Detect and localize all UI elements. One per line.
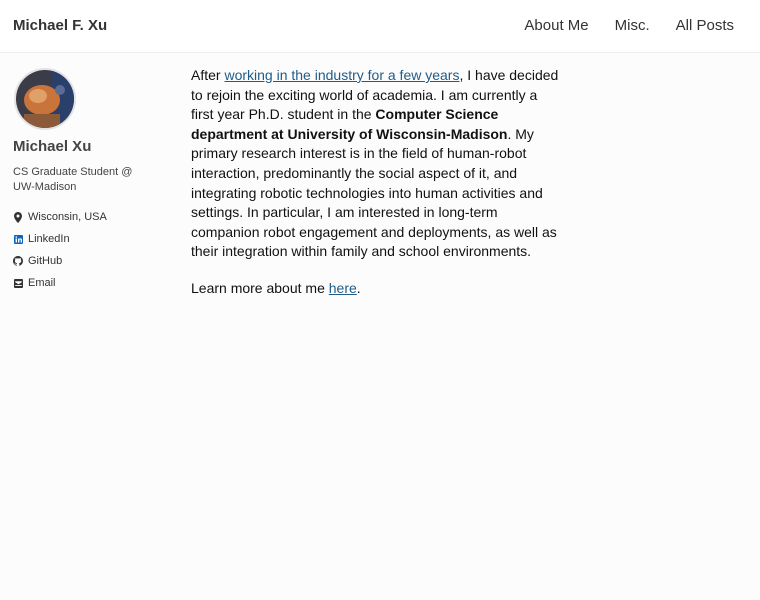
main-content xyxy=(191,66,563,299)
author-bio: CS Graduate Student @ UW-Madison xyxy=(13,166,133,193)
email-link[interactable]: Email xyxy=(28,277,56,289)
industry-link[interactable]: working in the industry for a few years xyxy=(224,67,460,83)
nav-about-me[interactable]: About Me xyxy=(524,17,589,34)
avatar xyxy=(14,68,76,130)
intro-text-1: After xyxy=(191,67,225,83)
location-pin-icon xyxy=(13,212,23,223)
site-title[interactable]: Michael F. Xu xyxy=(13,17,108,34)
email-item xyxy=(13,272,163,294)
intro-text-3: . My primary research interest is in the field of human-robot interaction, predominantly the social aspect of it, and integrating robotic technologies into human activities and settings. In particular, I am interested in long-term companion robot engagement and deployments, as well as their integration within family and school environments. xyxy=(191,125,557,260)
intro-paragraph xyxy=(191,66,563,262)
author-sidebar xyxy=(13,68,163,294)
learn-more-period: . xyxy=(356,279,361,296)
author-links xyxy=(13,206,163,294)
nav-all-posts[interactable]: All Posts xyxy=(675,17,734,34)
masthead xyxy=(0,0,760,53)
linkedin-link[interactable]: LinkedIn xyxy=(28,233,70,245)
github-icon xyxy=(13,256,23,267)
here-link[interactable]: here xyxy=(328,279,357,296)
email-icon xyxy=(13,278,23,289)
main-nav xyxy=(524,17,734,34)
location-text: Wisconsin, USA xyxy=(28,211,107,223)
nav-misc[interactable]: Misc. xyxy=(614,17,650,34)
intro-text-2: , I have decided to rejoin the exciting world of academia. I am currently a first year Ph.D. student in the xyxy=(191,67,559,123)
linkedin-item xyxy=(13,228,163,250)
github-item xyxy=(13,250,163,272)
location-item xyxy=(13,206,163,228)
department-name: Computer Science department at University of Wisconsin-Madison xyxy=(191,106,508,142)
linkedin-icon xyxy=(13,234,23,245)
learn-more-paragraph xyxy=(191,279,563,299)
github-link[interactable]: GitHub xyxy=(28,255,63,267)
learn-more-text: Learn more about me xyxy=(191,279,329,296)
author-name: Michael Xu xyxy=(13,138,92,155)
